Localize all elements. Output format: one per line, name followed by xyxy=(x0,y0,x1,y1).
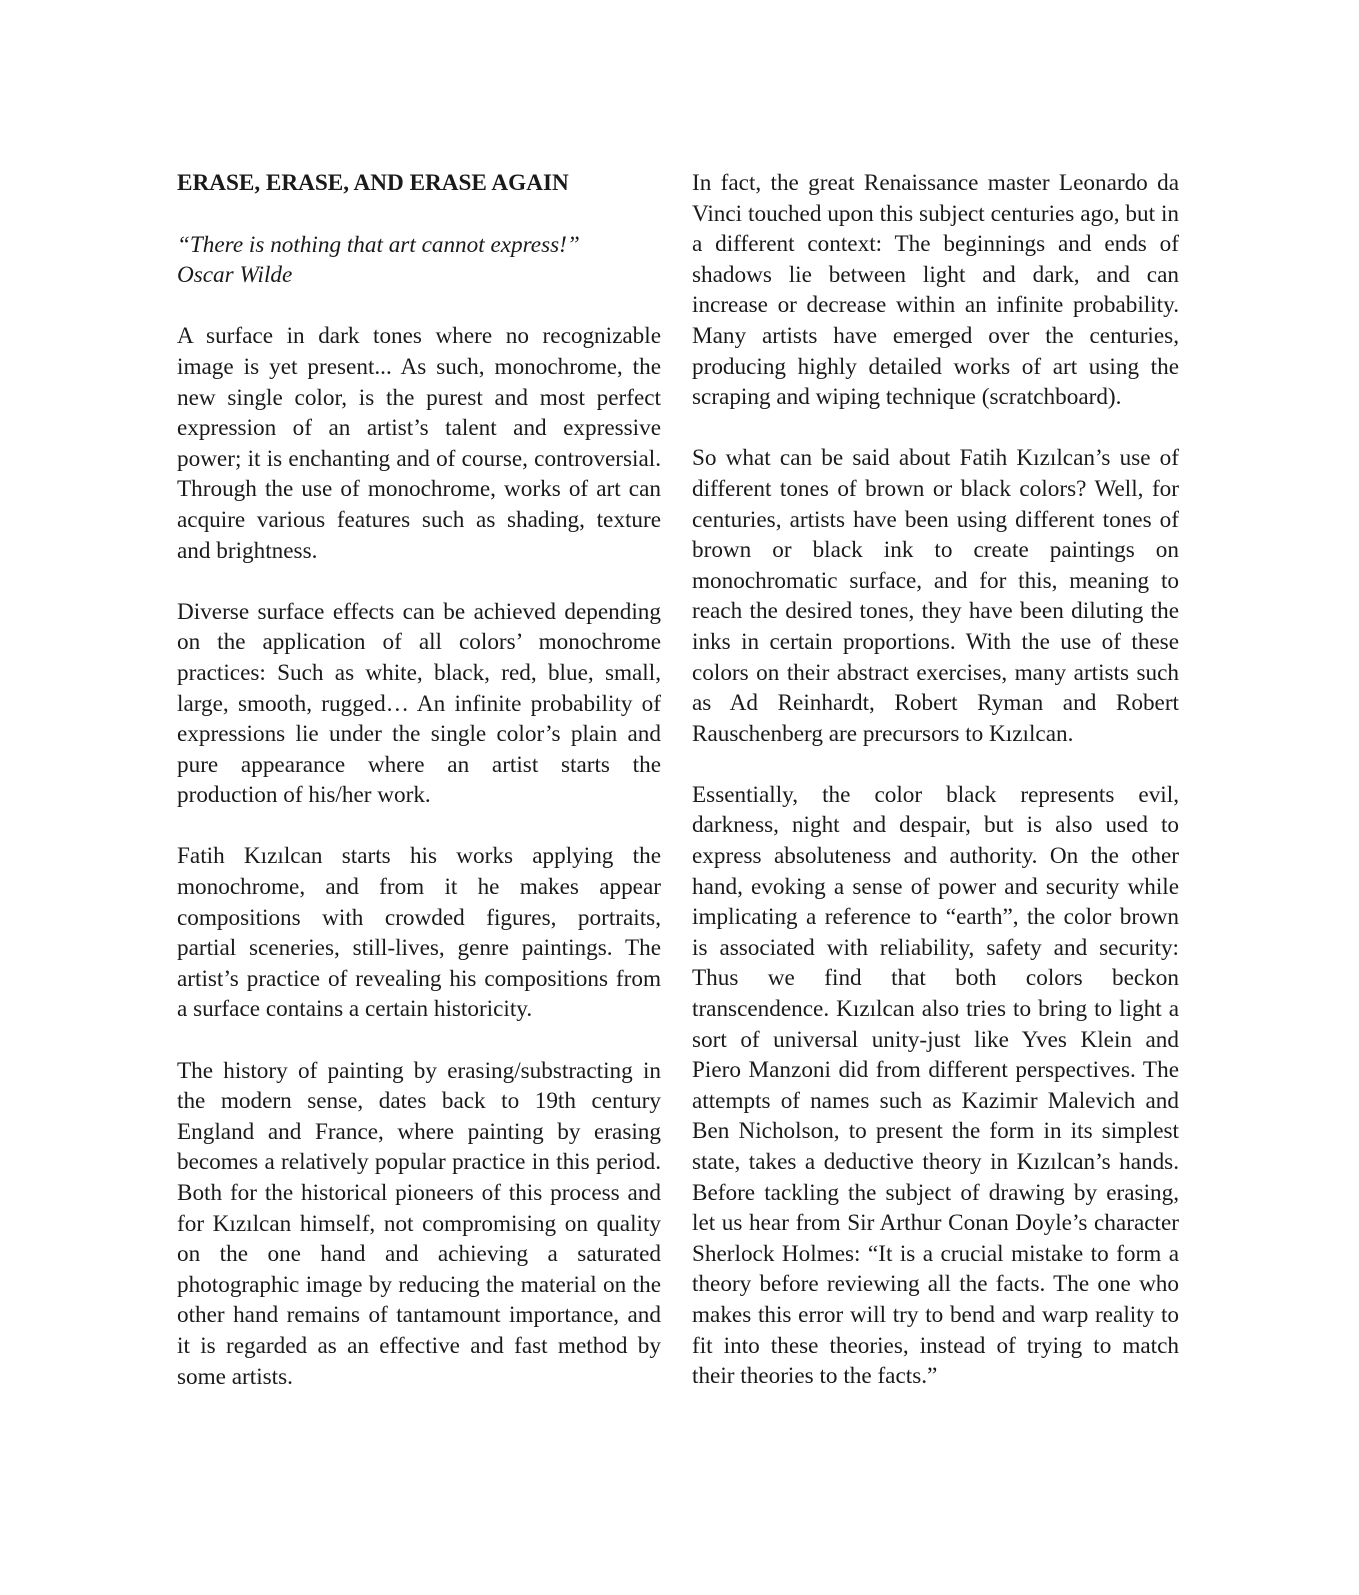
paragraph: Diverse surface effects can be achieved depending on the application of all colors’ monochrome practices: Such as white, black, red, blue, small, large, smooth, rugged… An infinite probability of expressions lie under the single color’s plain and pure appearance where an artist starts the production of his/her work. xyxy=(177,598,661,809)
right-column xyxy=(692,168,1179,1392)
article-title: ERASE, ERASE, AND ERASE AGAIN xyxy=(177,170,569,196)
paragraph: In fact, the great Renaissance master Leonardo da Vinci touched upon this subject centuries ago, but in a different context: The beginnings and ends of shadows lie between light and dark, and can increase or decrease within an infinite probability. Many artists have emerged over the centuries, producing highly detailed works of art using the scraping and wiping technique (scratchboard). xyxy=(692,170,1179,411)
epigraph-author: Oscar Wilde xyxy=(177,262,293,289)
left-column xyxy=(177,168,661,1392)
paragraph: Fatih Kızılcan starts his works applying the monochrome, and from it he makes appear compositions with crowded figures, portraits, partial sceneries, still-lives, genre paintings. The artist’s practice of revealing his compositions from a surface contains a certain historicity. xyxy=(177,843,661,1023)
epigraph-quote: “There is nothing that art cannot express!” xyxy=(177,231,580,258)
paragraph: The history of painting by erasing/substracting in the modern sense, dates back to 19th century England and France, where painting by erasing becomes a relatively popular practice in this period. Both for the historical pioneers of this process and for Kızılcan himself, not compromising on quality on the one hand and achieving a saturated photographic image by reducing the material on the other hand remains of tantamount importance, and it is regarded as an effective and fast method by some artists. xyxy=(177,1057,661,1390)
epigraph xyxy=(177,230,661,291)
paragraph: So what can be said about Fatih Kızılcan’s use of different tones of brown or black colors? Well, for centuries, artists have been using different tones of brown or black ink to create paintings on monochromatic surface, and for this, meaning to reach the desired tones, they have been diluting the inks in certain proportions. With the use of these colors on their abstract exercises, many artists such as Ad Reinhardt, Robert Ryman and Robert Rauschenberg are precursors to Kızılcan. xyxy=(692,445,1179,747)
paragraph: A surface in dark tones where no recognizable image is yet present... As such, monochrome, the new single color, is the purest and most perfect expression of an artist’s talent and expressive power; it is enchanting and of course, controversial. Through the use of monochrome, works of art can acquire various features such as shading, texture and brightness. xyxy=(177,323,661,564)
paragraph: Essentially, the color black represents evil, darkness, night and despair, but is also used to express absoluteness and authority. On the other hand, evoking a sense of power and security while implicating a reference to “earth”, the color brown is associated with reliability, safety and security: Thus we find that both colors beckon transcendence. Kızılcan also tries to bring to light a sort of universal unity-just like Yves Klein and Piero Manzoni did from different perspectives. The attempts of names such as Kazimir Malevich and Ben Nicholson, to present the form in its simplest state, takes a deductive theory in Kızılcan’s hands. Before tackling the subject of drawing by erasing, let us hear from Sir Arthur Conan Doyle’s character Sherlock Holmes: “It is a crucial mistake to form a theory before reviewing all the facts. The one who makes this error will try to bend and warp reality to fit into these theories, instead of trying to match their theories to the facts.” xyxy=(692,781,1179,1390)
